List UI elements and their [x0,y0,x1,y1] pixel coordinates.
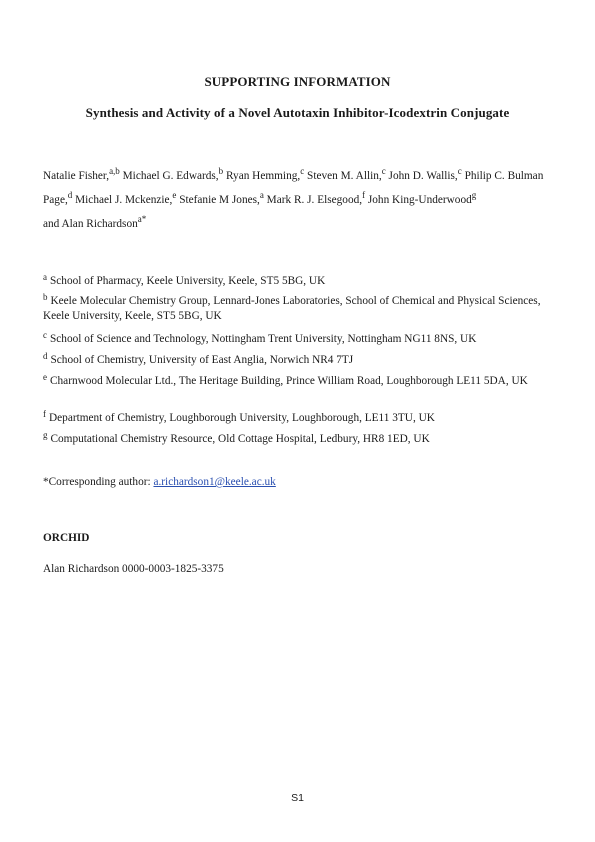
paper-title: Synthesis and Activity of a Novel Autotaxin Inhibitor-Icodextrin Conjugate [85,105,510,120]
author: Michael G. Edwards,$^b$ [122,166,224,182]
affiliation: $^c$ School of Science and Technology, Nottingham Trent University, Nottingham NG11 8NS, UK [43,330,477,345]
author: Mark R. J. Elsegood,$^f$ [266,190,366,206]
author: Michael J. Mckenzie,$^e$ [75,190,177,206]
orchid-entry: Alan Richardson 0000-0003-1825-3375 [43,563,224,575]
author: John D. Wallis,$^c$ [388,166,462,182]
author: Stefanie M Jones,$^a$ [179,190,264,206]
affiliation: $^f$ Department of Chemistry, Loughborough University, Loughborough, LE11 3TU, UK [43,409,435,424]
author: Natalie Fisher,$^{a,b}$ [43,166,120,182]
orchid-heading: ORCHID [43,532,90,544]
author: and Alan Richardson$^{a*}$ [43,214,147,230]
author: John King-Underwood$^g$ [367,190,477,206]
affiliation: $^b$ Keele Molecular Chemistry Group, Lennard-Jones Laboratories, School of Chemical and Physical Sciences, Keele University, Keele, ST5 5BG, UK [43,292,541,322]
corresponding-email-link[interactable]: a.richardson1@keele.ac.uk [153,476,276,488]
supporting-information-label: SUPPORTING INFORMATION [204,74,391,89]
corresponding-author-label: *Corresponding author: [43,476,151,488]
author: Philip C. Bulman Page,$^d$ [43,170,544,206]
author: Steven M. Allin,$^c$ [307,166,386,182]
page-number: S1 [291,792,304,804]
author: Ryan Hemming,$^c$ [225,166,305,182]
corresponding-author [43,476,276,488]
affiliation: $^g$ Computational Chemistry Resource, Old Cottage Hospital, Ledbury, HR8 1ED, UK [43,430,430,445]
affiliation: $^a$ School of Pharmacy, Keele University, Keele, ST5 5BG, UK [43,272,326,287]
affiliation: $^e$ Charnwood Molecular Ltd., The Heritage Building, Prince William Road, Loughborough LE11 5DA, UK [43,372,528,387]
affiliation: $^d$ School of Chemistry, University of East Anglia, Norwich NR4 7TJ [43,351,354,366]
author-list [43,164,558,236]
